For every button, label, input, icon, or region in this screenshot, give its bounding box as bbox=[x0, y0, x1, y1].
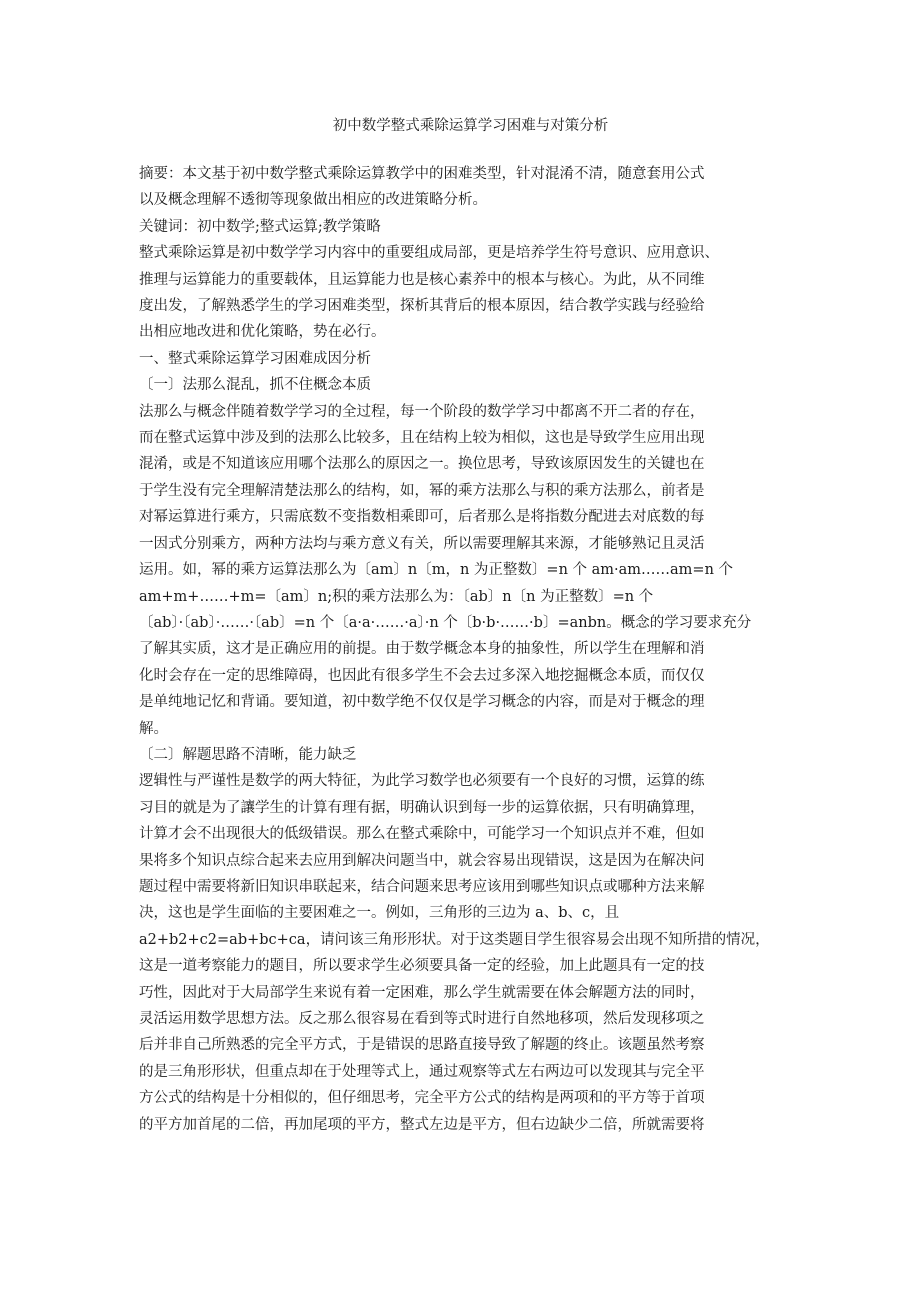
body-line: 方公式的结构是十分相似的，但仔细思考，完全平方公式的结构是两项和的平方等于首项 bbox=[139, 1090, 705, 1107]
body-line: 决，这也是学生面临的主要困难之一。例如，三角形的三边为 a、b、c，且 bbox=[139, 905, 620, 922]
body-line: 法那么与概念伴随着数学学习的全过程，每一个阶段的数学学习中都离不开二者的存在， bbox=[139, 403, 705, 420]
body-line: 化时会存在一定的思维障碍，也因此有很多学生不会去过多深入地挖掘概念本质，而仅仅 bbox=[139, 667, 705, 684]
body-line: 关键词：初中数学;整式运算;教学策略 bbox=[139, 218, 381, 235]
body-line: 计算才会不出现很大的低级错误。那么在整式乘除中，可能学习一个知识点并不难，但如 bbox=[139, 826, 705, 843]
body-line: 题过程中需要将新旧知识串联起来，结合问题来思考应该用到哪些知识点或哪种方法来解 bbox=[139, 878, 705, 895]
body-line: 〔一〕法那么混乱，抓不住概念本质 bbox=[139, 377, 371, 394]
body-line: 逻辑性与严谨性是数学的两大特征，为此学习数学也必须要有一个良好的习惯，运算的练 bbox=[139, 773, 705, 790]
body-line: 解。 bbox=[139, 720, 168, 737]
body-line: 的是三角形形状，但重点却在于处理等式上，通过观察等式左右两边可以发现其与完全平 bbox=[139, 1063, 705, 1080]
body-line: 出相应地改进和优化策略，势在必行。 bbox=[139, 324, 386, 341]
body-line: 是单纯地记忆和背诵。要知道，初中数学绝不仅仅是学习概念的内容，而是对于概念的理 bbox=[139, 694, 705, 711]
body-line: a2+b2+c2=ab+bc+ca，请问该三角形形状。对于这类题目学生很容易会出现不知所措的情况， bbox=[139, 931, 770, 948]
body-line: 一因式分别乘方，两种方法均与乘方意义有关，所以需要理解其来源，才能够熟记且灵活 bbox=[139, 535, 705, 552]
body-line: 〔二〕解题思路不清晰，能力缺乏 bbox=[139, 746, 357, 763]
document-body bbox=[139, 161, 792, 1138]
body-line: 以及概念理解不透彻等现象做出相应的改进策略分析。 bbox=[139, 192, 487, 209]
body-line: 习目的就是为了讓学生的计算有理有据，明确认识到每一步的运算依据，只有明确算理， bbox=[139, 799, 705, 816]
body-line: 一、整式乘除运算学习困难成因分析 bbox=[139, 350, 371, 367]
body-line: 的平方加首尾的二倍，再加尾项的平方，整式左边是平方，但右边缺少二倍，所就需要将 bbox=[139, 1116, 705, 1133]
body-line: 巧性，因此对于大局部学生来说有着一定困难，那么学生就需要在体会解题方法的同时， bbox=[139, 984, 705, 1001]
body-line: 果将多个知识点综合起来去应用到解决问题当中，就会容易出现错误，这是因为在解决问 bbox=[139, 852, 705, 869]
body-line: 〔ab〕·〔ab〕·……·〔ab〕=n 个〔a·a·……·a〕·n 个〔b·b·……·b〕=anbn。概念的学习要求充分 bbox=[139, 614, 752, 631]
body-line: 了解其实质，这才是正确应用的前提。由于数学概念本身的抽象性，所以学生在理解和消 bbox=[139, 641, 705, 658]
body-line: 整式乘除运算是初中数学学习内容中的重要组成局部，更是培养学生符号意识、应用意识、 bbox=[139, 245, 719, 262]
body-line: am+m+……+m=〔am〕n;积的乘方法那么为：〔ab〕n〔n 为正整数〕=n 个 bbox=[139, 588, 654, 605]
body-line: 这是一道考察能力的题目，所以要求学生必须要具备一定的经验，加上此题具有一定的技 bbox=[139, 958, 705, 975]
body-line: 运用。如，幂的乘方运算法那么为〔am〕n〔m，n 为正整数〕=n 个 am·am……am=n 个 bbox=[139, 562, 734, 579]
body-line: 摘要：本文基于初中数学整式乘除运算教学中的困难类型，针对混淆不清，随意套用公式 bbox=[139, 166, 705, 182]
body-line: 灵活运用数学思想方法。反之那么很容易在看到等式时进行自然地移项，然后发现移项之 bbox=[139, 1011, 705, 1027]
body-line: 而在整式运算中涉及到的法那么比较多，且在结构上较为相似，这也是导致学生应用出现 bbox=[139, 430, 705, 447]
document-title: 初中数学整式乘除运算学习困难与对策分析 bbox=[332, 118, 609, 134]
body-line: 后并非自己所熟悉的完全平方式，于是错误的思路直接导致了解题的终止。该题虽然考察 bbox=[139, 1037, 705, 1054]
body-line: 推理与运算能力的重要载体，且运算能力也是核心素养中的根本与核心。为此，从不同维 bbox=[139, 271, 705, 288]
body-line: 度出发，了解熟悉学生的学习困难类型，探析其背后的根本原因，结合教学实践与经验给 bbox=[139, 298, 705, 315]
body-line: 于学生没有完全理解清楚法那么的结构，如，幂的乘方法那么与积的乘方法那么，前者是 bbox=[139, 482, 705, 499]
body-line: 混淆，或是不知道该应用哪个法那么的原因之一。换位思考，导致该原因发生的关键也在 bbox=[139, 456, 705, 473]
body-line: 对幂运算进行乘方，只需底数不变指数相乘即可，后者那么是将指数分配进去对底数的每 bbox=[139, 509, 705, 526]
